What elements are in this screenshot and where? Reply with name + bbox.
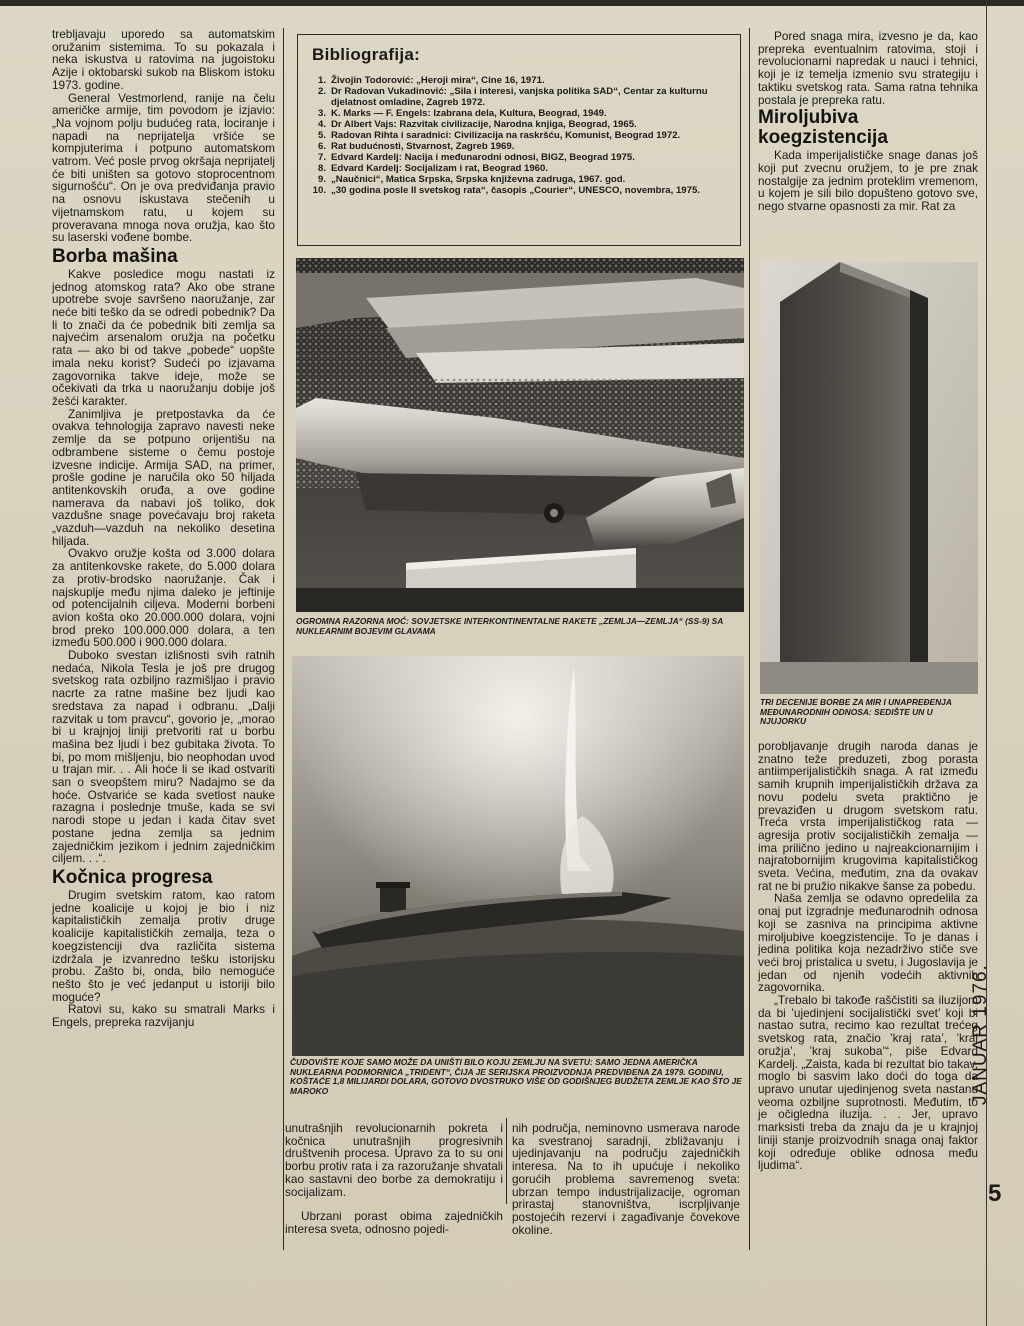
list-item: 3. K. Marks — F. Engels: Izabrana dela, Kultura, Beograd, 1949. — [317, 108, 607, 119]
photo-caption: OGROMNA RAZORNA MOĆ: SOVJETSKE INTERKONTINENTALNE RAKETE „ZEMLJA—ZEMLJA“ (SS-9) SA NUKLEARNIM BOJEVIM GLAVAMA — [296, 616, 723, 636]
paragraph: Drugim svetskim ratom, kao ratom jedne koalicije u kojoj je bio i niz kapitalističkih zemalja protiv druge koalicije kapitalističkih zemalja, teza o koegzistenciji dva različita sistema izdržala je izvanredno tešku istorijsku probu. Zašto bi, onda, bilo nemoguće nešto što je već jedanput u istoriji bilo moguće? — [52, 888, 275, 1004]
paragraph: Zanimljiva je pretpostavka da će ovakva tehnologija zapravo navesti neke zemlje da se potpuno orijentišu na odbrambene sisteme o čemu postoje izvesne indicije. Armija SAD, na primer, prošle godine je naručila oko 50 hiljada antitenkovskih oruđa, a ove godine namerava da nabavi još toliko, dok vazdušne snage povećavaju broj raketa „vazduh—vazduh na nekoliko desetina hiljada. — [52, 406, 275, 548]
page-number: 5 — [988, 1180, 1002, 1207]
list-item: 8. Edvard Kardelj: Socijalizam i rat, Beograd 1960. — [317, 163, 549, 174]
section-heading: Miroljubiva koegzistencija — [758, 107, 888, 149]
bibliography-title: Bibliografija: — [312, 45, 421, 64]
paragraph: Duboko svestan izlišnosti svih ratnih nedaća, Nikola Tesla je još pre drugog svetskog rata ozbiljno razmišljao i pravio nacrte za ratne mašine bez ljudi kao sredstava za napad i odbranu. „Dalji razvitak u tom pravcu“, govorio je, „morao bi u krajnjoj liniji pretvoriti rat u borbu mašina bez ljudi i bez gubitaka života. To bi, po mom mišljenju, bio neophodan uvod u trajan mir. . . Ali hoće li se ikad ostvariti san o sveopštem miru? Nadajmo se da hoće. Ostvariće se kada svetlost nauke razagna i poslednje tmuše, kada se svi narodi stope u jedan i kada čitav svet postane jedna zemlja sa jednim zajedničkim jezikom i jednim zajedničkim ciljem. . .“. — [52, 648, 275, 866]
section-heading: Borba mašina — [52, 245, 178, 267]
section-heading: Kočnica progresa — [52, 867, 213, 888]
issue-date: JANUAR 1976. — [970, 964, 991, 1105]
paragraph: Ovakvo oružje košta od 3.000 dolara za antitenkovske rakete, do 5.000 dolara za protiv-brodsko naoružanje. Čak i najskuplje među njima daleko je jeftinije od potencijalnih ciljeva. Moderni borbeni avion košta oko 20.000.000 dolara, vojni brod preko 100.000.000 dolara, a ten između 500.000 i 900.000 dolara. — [52, 546, 275, 650]
left-column — [52, 28, 275, 1029]
paragraph: „Trebalo bi takođe raščistiti sa iluzijom da bi ’ujedinjeni socijalistički svet’ koji bi nastao sutra, recimo kao rezultat trećeg svetskog rata, značio ’kraj rata’, ’kraj oružja’, ’kraj sukoba’“, piše Edvard Kardelj. „Zaista, kada bi rezultat bio takav, moglo bi sasvim lako doći do toga da upravo unutar ujedinjenog sveta nastanu veoma ozbiljne suprotnosti. Međutim, to je očigledna iluzija. . . Jer, upravo marksisti treba da znaju da je u krajnjoj liniji stanje proizvodnih snaga onaj faktor koji određuje oblike odnosa među ljudima“. — [758, 993, 978, 1173]
un-building-photo-icon — [760, 262, 978, 694]
right-column-bottom — [758, 740, 978, 1172]
list-item: 5. Radovan Rihta i saradnici: Civilizacija na raskršću, Komunist, Beograd 1972. — [317, 130, 681, 141]
paragraph: General Vestmorlend, ranije na čelu američke armije, tim povodom je izjavio: „Na vojnom polju budućeg rata, lociranje i napadi na neprijatelja vršiće se kompjuterima i potpuno automatskom vatrom. Već posle prvog okršaja neprijatelj će biti uništen sa gotovo stoprocentnom sigurnošću“. On je ova predviđanja pravio na osnovu iskustava stečenih u vijetnamskom ratu, u kojem su proveravana mnoga nova oružja, kao što su laserski vođene bombe. — [52, 90, 275, 245]
paragraph: Ubrzani porast obima zajedničkih interesa sveta, odnosno pojedi- — [285, 1209, 503, 1236]
right-column-top — [758, 30, 978, 213]
bibliography-box — [297, 34, 741, 246]
photo-caption: TRI DECENIJE BORBE ZA MIR I UNAPREĐENJA MEĐUNARODNIH ODNOSA: SEDIŠTE UN U NJUJORKU — [760, 697, 952, 727]
paragraph: porobljavanje drugih naroda danas je znatno teže preduzeti, zbog porasta antiimperijalističkih snaga. A rat između samih krupnih imperijalističkih država za novu podelu sveta praktično je prevaziđen u drugom svetskom ratu. Treća vrsta imperijalističkog rata — agresija protiv socijalističkih zemalja — ima prilično jedino u najreakcionarnijim i najratobornijim krugovima kapitalističkog sveta. Većina, međutim, zna da ovakav rat ne bi pružio nikakve šanse za pobedu. — [758, 739, 978, 893]
list-item: 2. Dr Radovan Vukadinović: „Sila i interesi, vanjska politika SAD“, Centar za kulturnu djelatnost omladine, Zagreb 1972. — [317, 86, 708, 108]
paragraph: Pored snaga mira, izvesno je da, kao prepreka eventualnim ratovima, stoji i revolucionarni napredak u nauci i tehnici, koji je iz temelja izmenio svu strategiju i taktiku svetskog rata. Sama ratna tehnika postala je prepreka ratu. — [758, 29, 978, 107]
photo-caption: ČUDOVIŠTE KOJE SAMO MOŽE DA UNIŠTI BILO KOJU ZEMLJU NA SVETU: SAMO JEDNA AMERIČKA NUKLEARNA PODMORNICA „TRIDENT“, ČIJA JE SERIJSKA PROIZVODNJA PREDVIĐENA ZA 1979. GODINU, KOŠTAĆE 1,8 MILIJARDI DOLARA, GOTOVO DVOSTRUKO VIŠE OD GODIŠNJEG BUDŽETA ZEMLJE KAO ŠTO JE MAROKO — [290, 1057, 742, 1096]
paragraph: Naša zemlja se odavno opredelila za onaj put izgradnje međunarodnih odnosa koji se zasniva na principima aktivne miroljubive koegzistencije. To je danas i jedina politika koja nezadrživo stiče sve veći broj pristalica u svetu, i Jugoslavija je jedan od njenih vodećih aktivnih zagovornika. — [758, 891, 978, 995]
middle-column-a — [285, 1122, 503, 1236]
top-border — [0, 0, 1024, 6]
paragraph: Kada imperijalističke snage danas još koji put zvecnu oružjem, to je pre znak nostalgije za jednim proteklim vremenom, u kojem je sili bilo dopušteno gotovo sve, nego stvarne opasnosti za mir. Rat za — [758, 148, 978, 214]
list-item: 7. Edvard Kardelj: Nacija i međunarodni odnosi, BIGZ, Beograd 1975. — [317, 152, 635, 163]
paragraph: unutrašnjih revolucionarnih pokreta i kočnica unutrašnjih progresivnih društvenih procesa. Upravo za to su oni borbu protiv rata i za razoružanje shvatali kao sastavni deo borbe za demokratiju i socijalizam. — [285, 1121, 503, 1199]
submarine-photo-icon — [292, 656, 744, 1056]
bibliography-list — [308, 75, 730, 196]
column-rule — [283, 28, 284, 1250]
paragraph: nih područja, neminovno usmerava narode ka svestranoj saradnji, zbližavanju i ujedinjavanju na području zajedničkih interesa. Na to ih upućuje i nekoliko gorućih problema savremenog sveta: ubrzan tempo industrijalizacije, ogroman prirastaj stanovništva, iscrpljivanje postojećih rezervi i zagađivanje čovekove okoline. — [512, 1121, 740, 1237]
paragraph: Kakve posledice mogu nastati iz jednog atomskog rata? Ako obe strane upotrebe svoje savršeno naoružanje, zar neće biti teško da se odredi pobednik? Da li to znači da će pobednik biti zemlja sa najvećim arsenalom oružja na početku rata — ako bi od takve „pobede“ uopšte imala neku korist? Sudeći po izjavama zagovornika takve ideje, može se očekivati da trka u naoružanju dobije još žešći karakter. — [52, 266, 275, 408]
paragraph: trebljavaju uporedo sa automatskim oružanim sistemima. To su pokazala i neka iskustva u ratovima na jugoistoku Azije i oktobarski sukob na Bliskom istoku 1973. godine. — [52, 27, 275, 92]
missile-photo-icon — [296, 258, 744, 612]
list-item: 10. „30 godina posle II svetskog rata“, časopis „Courier“, UNESCO, novembra, 1975. — [312, 185, 700, 196]
list-item: 1. Živojin Todorović: „Heroji mira“, Cine 16, 1971. — [317, 75, 545, 86]
list-item: 6. Rat budućnosti, Stvarnost, Zagreb 1969. — [317, 141, 515, 152]
paragraph: Ratovi su, kako su smatrali Marks i Engels, prepreka razvijanju — [52, 1002, 275, 1030]
column-rule — [749, 28, 750, 1250]
list-item: 4. Dr Albert Vajs: Razvitak civilizacije, Narodna knjiga, Beograd, 1965. — [317, 119, 637, 130]
middle-column-b — [512, 1122, 740, 1236]
column-rule — [506, 1118, 507, 1204]
spine-rule — [986, 0, 987, 1326]
list-item: 9. „Naučnici“, Matica Srpska, Srpska književna zadruga, 1967. god. — [317, 174, 626, 185]
